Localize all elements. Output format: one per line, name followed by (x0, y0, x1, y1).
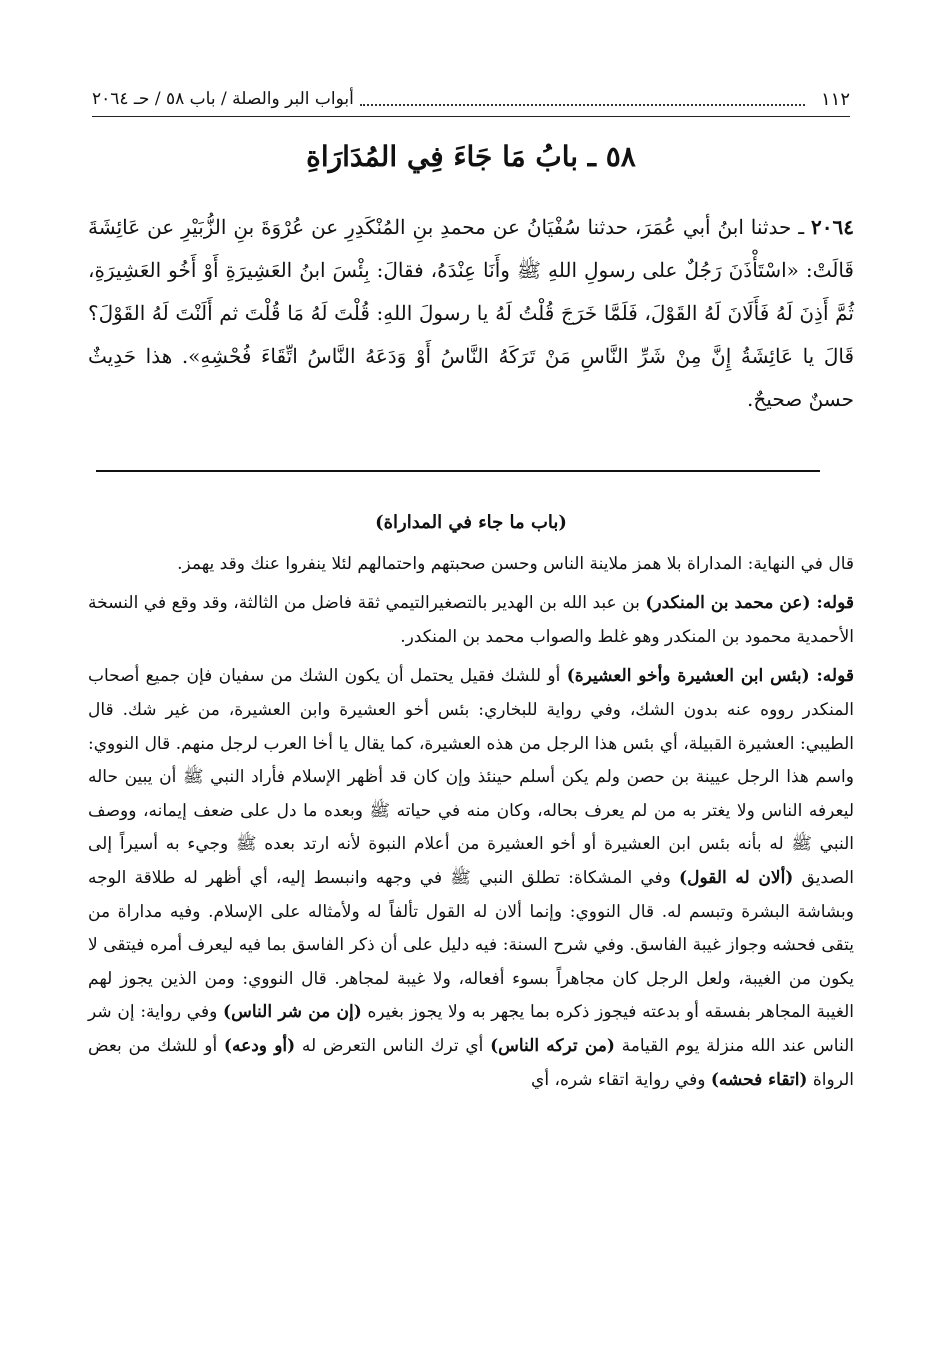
section-separator (96, 470, 820, 472)
commentary-text: وفي رواية: إن شر الناس عند الله منزلة يوم القيامة (88, 1002, 855, 1056)
commentary-text: قال في النهاية: المداراة بلا همز ملاينة الناس وحسن صحبتهم واحتمالهم لئلا ينفروا عنك وقد يهمز. (177, 553, 854, 574)
chapter-title: ٥٨ ـ بابُ مَا جَاءَ فِي المُدَارَاةِ (306, 140, 636, 173)
commentary-paragraph (88, 548, 854, 582)
commentary-text: أو للشك فقيل يحتمل أن يكون الشك من سفيان فإن جميع أصحاب المنكدر رووه عنه بدون الشك، وفي رواية للبخاري: بئس أخو العشيرة وابن العشيرة، من غير شك. قال الطيبي: العشيرة القبيلة، أي بئس هذا الرجل من هذه العشيرة، كما يقال يا أخا العرب لرجل منهم. قال النووي: واسم هذا الرجل عيينة بن حصن ولم يكن أسلم حينئذ وإن كان قد أظهر الإسلام فأراد النبي ﷺ أن يبين حاله ليعرفه الناس ولا يغتر به من لم يعرف بحاله، وكان منه في حياته ﷺ وبعده ما دل على ضعف إيمانه، ووصف النبي ﷺ له بأنه بئس ابن العشيرة أو أخو العشيرة من أعلام النبوة لأنه ارتد بعده ﷺ وجيء به أسيراً إلى الصديق (88, 666, 854, 888)
commentary-lemma: (من تركه الناس) (490, 1035, 615, 1056)
commentary-paragraph (88, 660, 854, 1097)
commentary-lemma: (اتقاء فحشه) (710, 1069, 808, 1090)
hadith-body: ـ حدثنا ابنُ أبي عُمَرَ، حدثنا سُفْيَانُ عن محمدِ بنِ المُنْكَدِرِ عن عُرْوَةَ بنِ الزُّبَيْرِ عن عَائِشَةَ قَالَتْ: «اسْتَأْذَنَ رَجُلٌ على رسولِ اللهِ ﷺ وأَنَا عِنْدَهُ، فقالَ: بِئْسَ ابنُ العَشِيرَةِ أَوْ أَخُو العَشِيرَةِ، ثُمَّ أَذِنَ لَهُ فَأَلَانَ لَهُ القَوْلَ، فَلَمَّا خَرَجَ قُلْتُ لَهُ يا رسولَ اللهِ: قُلْتَ لَهُ مَا قُلْتَ ثم أَلَنْتَ لَهُ القَوْلَ؟ قَالَ يا عَائِشَةُ إِنَّ مِنْ شَرِّ النَّاسِ مَنْ تَرَكَهُ النَّاسُ أَوْ وَدَعَهُ النَّاسُ اتِّقَاءَ فُحْشِهِ». هذا حَدِيثٌ حسنٌ صحيحٌ. (88, 215, 854, 411)
commentary-block (88, 506, 854, 1103)
commentary-lemma: (إن من شر الناس) (223, 1002, 362, 1023)
commentary-lemma: (أو ودعه) (223, 1035, 296, 1056)
hadith-number: ٢٠٦٤ (811, 215, 854, 239)
commentary-title: (باب ما جاء في المداراة) (375, 512, 567, 533)
running-title: أبواب البر والصلة / باب ٥٨ / حـ ٢٠٦٤ (92, 89, 354, 109)
commentary-lemma: قوله: (عن محمد بن المنكدر) (645, 593, 855, 614)
hadith-text-block (88, 206, 854, 421)
commentary-text: وفي المشكاة: تطلق النبي ﷺ في وجهه وانبسط إليه، أي أظهر له طلاقة الوجه وبشاشة البشرة وتبسم له. قال النووي: وإنما ألان له القول تألفاً له ولأمثاله على الإسلام. وفيه مداراة من يتقى فحشه وجواز غيبة الفاسق. وفي شرح السنة: فيه دليل على أن ذكر الفاسق بما فيه ليعرف أمره فيتقى لا يكون من الغيبة، ولعل الرجل كان مجاهراً بسوء أفعاله، ولا غيبة لمجاهر. قال النووي: ومن الذين يجوز لهم الغيبة المجاهر بفسقه أو بدعته فيجوز ذكره بما يجهر به ولا يجوز بغيره (88, 867, 854, 1023)
header-dot-leader (360, 92, 805, 106)
commentary-text: أو للشك من بعض الرواة (88, 1035, 854, 1090)
page-header (92, 82, 850, 117)
page-number: ١١٢ (820, 88, 850, 110)
commentary-text: بن عبد الله بن الهدير بالتصغيرالتيمي ثقة فاضل من الثالثة، وقد وقع في النسخة الأحمدية محمود بن المنكدر وهو غلط والصواب محمد بن المنكدر. (88, 593, 854, 647)
commentary-text: أي ترك الناس التعرض له (295, 1035, 491, 1056)
commentary-text: وفي رواية اتقاء شره، أي (531, 1069, 711, 1090)
commentary-lemma: قوله: (بئس ابن العشيرة وأخو العشيرة) (566, 666, 854, 687)
commentary-lemma: (ألان له القول) (679, 867, 794, 888)
commentary-paragraph (88, 587, 854, 654)
